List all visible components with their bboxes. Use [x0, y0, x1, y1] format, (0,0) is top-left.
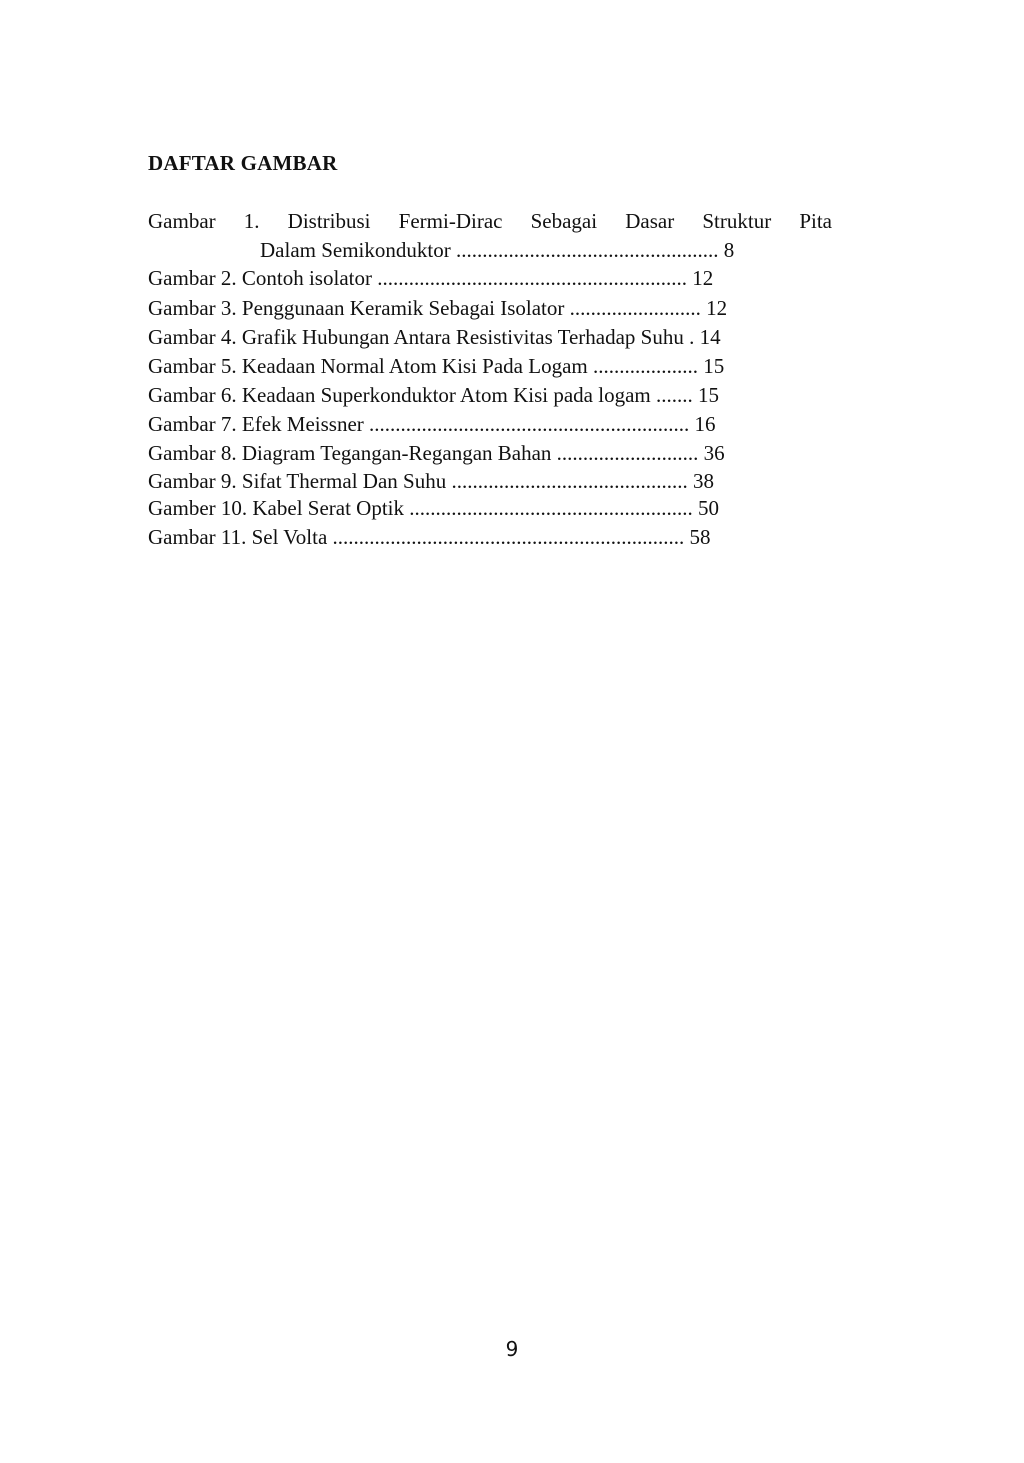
figure-entry-5: Gambar 5. Keadaan Normal Atom Kisi Pada Logam .................... 15: [148, 354, 725, 378]
figure-entry-3: Gambar 3. Penggunaan Keramik Sebagai Isolator ......................... 12: [148, 296, 728, 320]
page-title: DAFTAR GAMBAR: [148, 151, 338, 175]
figure-entry-11: Gambar 11. Sel Volta ................................................................... 58: [148, 525, 711, 549]
figure-entry-9: Gambar 9. Sifat Thermal Dan Suhu ............................................. 38: [148, 469, 714, 493]
figure-entry-8: Gambar 8. Diagram Tegangan-Regangan Bahan ........................... 36: [148, 441, 725, 465]
figure-entry-6: Gambar 6. Keadaan Superkonduktor Atom Kisi pada logam ....... 15: [148, 383, 719, 407]
figure-entry-1-line2: Dalam Semikonduktor .................................................. 8: [260, 238, 735, 262]
figure-entry-1-line1: Gambar 1. Distribusi Fermi-Dirac Sebagai Dasar Struktur Pita: [148, 209, 832, 233]
figure-entry-7: Gambar 7. Efek Meissner ............................................................. 16: [148, 412, 716, 436]
figure-entry-4: Gambar 4. Grafik Hubungan Antara Resistivitas Terhadap Suhu . 14: [148, 325, 721, 349]
page-number: 9: [505, 1337, 519, 1361]
figure-entry-10: Gamber 10. Kabel Serat Optik ...................................................... 50: [148, 496, 720, 520]
figure-entry-2: Gambar 2. Contoh isolator ........................................................... 12: [148, 266, 714, 290]
